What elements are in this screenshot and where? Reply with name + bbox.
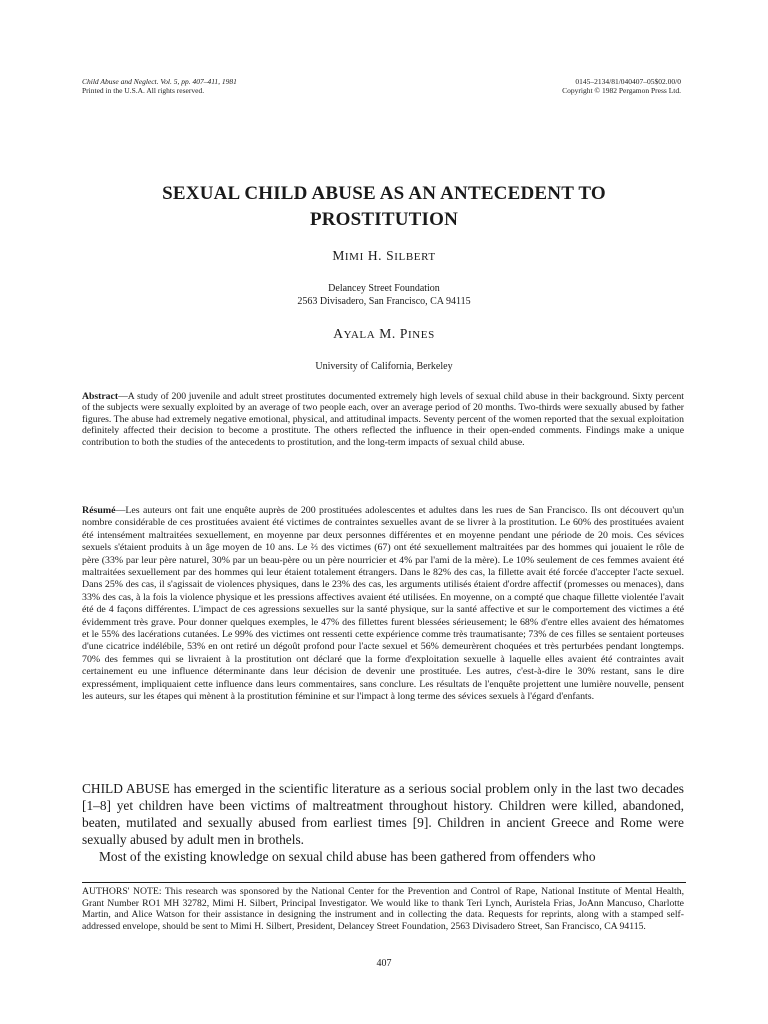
author-1-org: Delancey Street Foundation — [328, 283, 440, 294]
author-2-name — [82, 326, 686, 342]
journal-citation — [82, 77, 237, 95]
copyright-line: Copyright © 1982 Pergamon Press Ltd. — [562, 86, 681, 95]
abstract-label: Abstract — [82, 391, 119, 402]
footnote-divider — [82, 882, 686, 883]
abstract-text: —A study of 200 juvenile and adult street prostitutes documented extremely high levels of sexual child abuse in their background. Sixty percent of the subjects were sexually exploited by an average of two people each, over an average period of 20 months. Two-thirds were sexually abused by father figures. The abuse had extremely negative emotional, physical, and attitudinal impacts. Seventy percent of the women reported that the sexual exploitation definitely affected their decision to become a prostitute. The others reflected the influence in their open-ended comments. Findings make a unique contribution to both the studies of the antecedents to prostitution, and the long-term impacts of sexual child abuse. — [82, 391, 684, 448]
article-code: 0145–2134/81/040407–05$02.00/0 — [575, 77, 681, 86]
author-1-middle: H. — [363, 248, 387, 263]
author-2-last-rest: INES — [407, 329, 435, 341]
journal-line: Child Abuse and Neglect. Vol. 5, pp. 407–411, 1981 — [82, 77, 237, 86]
author-1-last-rest: ILBERT — [394, 251, 436, 263]
printed-line: Printed in the U.S.A. All rights reserved. — [82, 86, 205, 95]
resume-text: —Les auteurs ont fait une enquête auprès de 200 prostituées adolescentes et adultes dans les rues de San Francisco. Ils ont découvert qu'un nombre considérable de ces prostituées avaient été victimes de contraintes sexuelles avant de se livrer à la prostitution. Le 60% des prostituées avaient été intensément maltraitées sexuellement, en moyenne par deux personnes différentes et en moyenne pendant une période de 20 mois. Ces sévices sexuels s'étaient produits à un âge moyen de 10 ans. Le ⅔ des victimes (67) ont été sexuellement maltraitées par des hommes qui jouaient le rôle de père (33% par leur père naturel, 30% par un beau-père ou un père nourricier et 4% par l'ami de la mère). Le 10% seulement de ces femmes avaient été maltraitées sexuellement par des hommes qui leur étaient totalement étrangers. Dans le 82% des cas, la fillette avait été forcée d'accepter l'acte sexuel. Dans 25% des cas, il s'agissait de violences physiques, dans le 23% des cas, les arguments utilisés étaient d'ordre affectif (promesses ou menaces), dans 33% des cas, à la fois la violence physique et les pressions affectives avaient été utilisées. En moyenne, on a compté que chaque fillette violentée l'avait été de 4 façons différentes. L'impact de ces agressions sexuelles sur la santé physique, sur la santé affective et sur le comportement des victimes a été évidemment très grave. Pour donner quelques exemples, le 47% des fillettes furent blessées sérieusement; le 68% d'entre elles avaient des hématomes et le 55% des lacérations cutanées. Le 99% des victimes ont ressenti cette expérience comme très traumatisante; 73% de ces filles se sentaient porteuses d'une cicatrice indélébile, 53% en ont retiré un dégoût profond pour l'acte sexuel et 56% demeurèrent choquées et très perturbées pendant longtemps. 70% des femmes qui se livraient à la prostitution ont déclaré que la forme d'exploitation sexuelle à laquelle elles avaient été contraintes avait certainement eu une influence déterminante dans leur décision de devenir une prostituée. Les autres, c'est-à-dire le 30% restant, sans le dire expressément, impliquaient cette influence dans leurs commentaires, sans conclure. Les résultats de l'enquête projettent une lumière nouvelle, pensent les auteurs, sur les étapes qui mènent à la prostitution féminine et sur l'impact à long terme des sévices sexuels à l'égard d'enfants. — [82, 505, 684, 703]
author-1-affiliation — [82, 282, 686, 308]
author-2-affiliation — [82, 360, 686, 373]
title-line-1: SEXUAL CHILD ABUSE AS AN ANTECEDENT TO — [162, 183, 606, 204]
body-paragraph-1: CHILD ABUSE has emerged in the scientific literature as a serious social problem only in the last two decades [1–8] yet children have been victims of maltreatment throughout history. Children were killed, abandoned, beaten, mutilated and sexually abused from earliest times [9]. Children in ancient Greece and Rome were sexually abused by adult men in brothels. — [82, 781, 684, 847]
body-text — [82, 780, 684, 865]
article-title — [82, 181, 686, 233]
page-number: 407 — [376, 958, 392, 969]
authors-note: AUTHORS' NOTE: This research was sponsored by the National Center for the Prevention and Control of Rape, National Institute of Mental Health, Grant Number RO1 MH 32782, Mimi H. Silbert, Principal Investigator. We would like to thank Teri Lynch, Auristela Frias, JoAnn Mancuso, Charlotte Martin, and Alice Watson for their assistance in designing the instrument and in collecting the data. Requests for reprints, along with a stamped self-addressed envelope, should be sent to Mimi H. Silbert, President, Delancey Street Foundation, 2563 Divisadero Street, San Francisco, CA 94115. — [82, 886, 684, 933]
title-line-2: PROSTITUTION — [309, 209, 459, 230]
author-1-first-initial: M — [332, 248, 345, 263]
resume — [82, 505, 684, 704]
author-2-first-rest: YALA — [343, 329, 376, 341]
author-2-last-initial: P — [399, 326, 408, 341]
body-paragraph-2: Most of the existing knowledge on sexual child abuse has been gathered from offenders who — [99, 849, 596, 864]
author-1-name — [82, 248, 686, 264]
author-2-middle: M. — [375, 326, 400, 341]
author-1-first-rest: IMI — [344, 251, 364, 263]
resume-label: Résumé — [82, 505, 116, 516]
author-2-first-initial: A — [333, 326, 344, 341]
author-1-address: 2563 Divisadero, San Francisco, CA 94115 — [297, 296, 471, 307]
copyright-block — [562, 77, 681, 95]
author-1-last-initial: S — [386, 248, 395, 263]
author-2-org: University of California, Berkeley — [315, 361, 453, 372]
abstract — [82, 391, 684, 448]
